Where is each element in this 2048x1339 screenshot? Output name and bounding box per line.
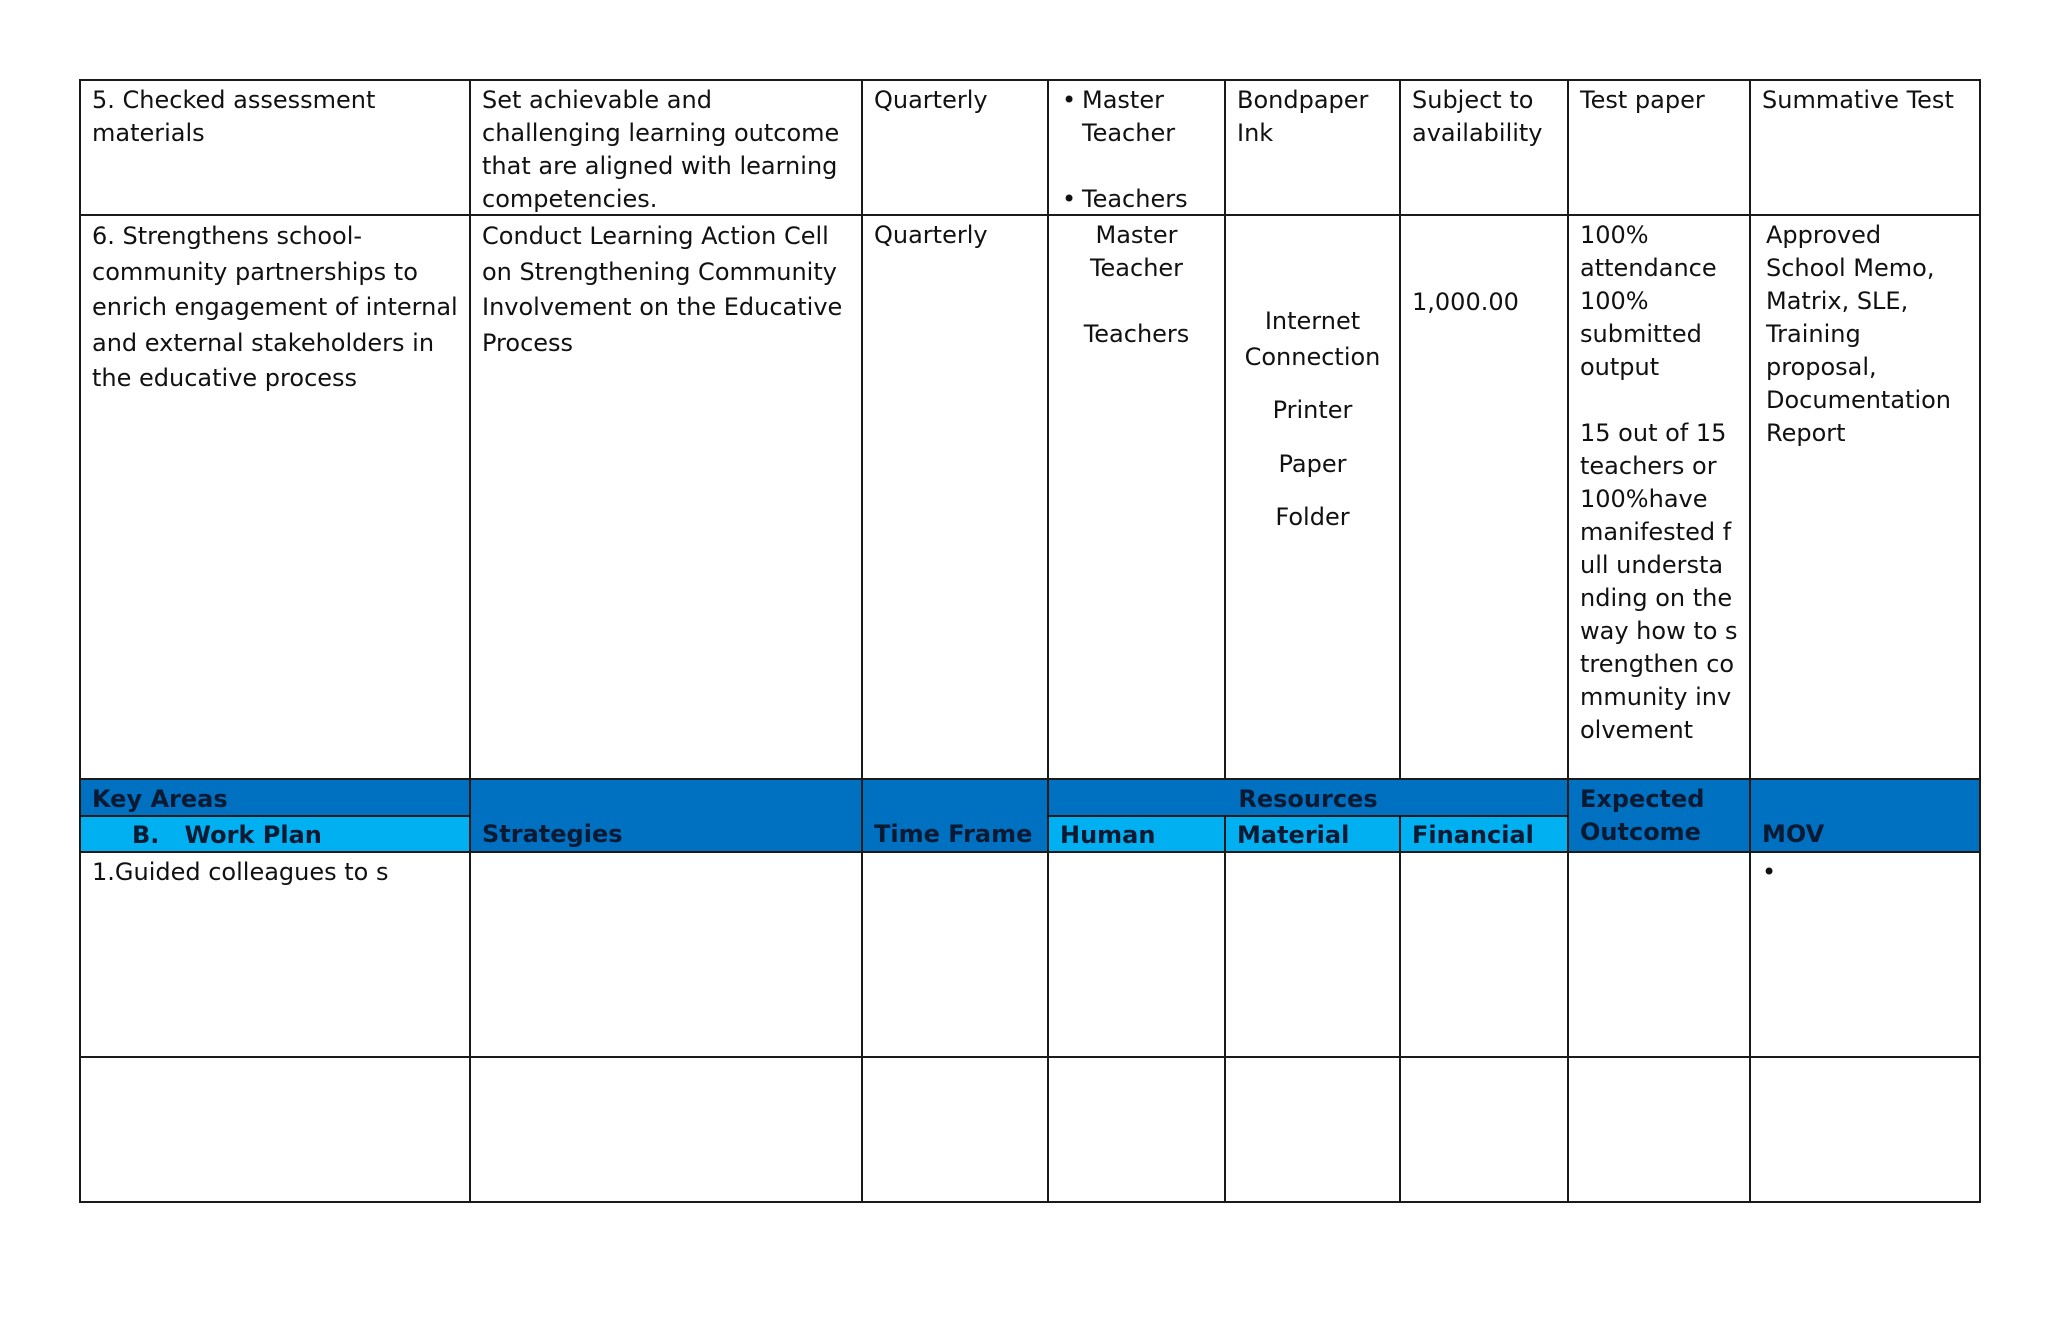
workplan-row1-mov-bullet: •: [1762, 858, 1777, 886]
row6-expected-outcome-a: 100% attendance 100% submitted output: [1580, 221, 1717, 381]
row5-time-frame: Quarterly: [874, 86, 988, 114]
row6-material-item: Folder: [1275, 503, 1350, 531]
row5-expected-outcome: Test paper: [1580, 86, 1705, 114]
row6-material-item: Internet Connection: [1244, 307, 1381, 371]
row6-expected-outcome-b: 15 out of 15 teachers or 100%have manifested full understanding on the way how to strengthen community involvement: [1580, 419, 1738, 744]
row5-material-item: Ink: [1237, 119, 1274, 147]
row6-material-item: Paper: [1278, 449, 1347, 478]
workplan-row1-key-area: 1.Guided colleagues to s: [92, 858, 389, 886]
row6-human-item: Teachers: [1083, 320, 1190, 348]
row5-human: [1048, 82, 1225, 218]
header-human: Human: [1060, 821, 1156, 849]
header-material: Material: [1237, 821, 1350, 849]
header-time-frame: Time Frame: [874, 820, 1033, 848]
header-work-plan-label: Work Plan: [184, 821, 322, 849]
workplan-row2-key-area: [80, 1059, 470, 1063]
row6-human-item: Master Teacher: [1089, 221, 1184, 282]
row5-material-item: Bondpaper: [1237, 86, 1369, 114]
header-work-plan-letter: B.: [132, 821, 160, 849]
header-key-areas: Key Areas: [92, 785, 228, 813]
row6-strategies: Conduct Learning Action Cell on Strengthening Community Involvement on the Educative Process: [482, 222, 843, 357]
row6-human: [1048, 217, 1225, 353]
header-resources: Resources: [1238, 785, 1378, 813]
header-financial: Financial: [1412, 821, 1534, 849]
row5-mov: Summative Test: [1762, 86, 1954, 114]
row6-expected-outcome: [1568, 217, 1750, 749]
header-expected-outcome: Expected Outcome: [1580, 785, 1705, 846]
header-work-plan: [80, 817, 470, 854]
row6-material-item: Printer: [1272, 396, 1353, 424]
row5-financial: Subject to availability: [1412, 86, 1543, 147]
row5-human-item: • Teachers: [1060, 183, 1213, 216]
row5-human-item: • Master Teacher: [1060, 84, 1213, 150]
row6-key-area: 6. Strengthens school-community partnerships to enrich engagement of internal and external stakeholders in the educative process: [92, 222, 458, 392]
row6-financial: 1,000.00: [1412, 288, 1519, 316]
row6-mov: Approved School Memo, Matrix, SLE, Training proposal, Documentation Report: [1766, 221, 1952, 447]
row5-strategies: Set achievable and challenging learning outcome that are aligned with learning competencies.: [482, 86, 840, 213]
header-mov: MOV: [1762, 820, 1825, 848]
row6-material: [1225, 302, 1400, 538]
row5-material: [1225, 82, 1400, 152]
row6-time-frame: Quarterly: [874, 221, 988, 249]
header-strategies: Strategies: [482, 820, 623, 848]
row5-key-area: 5. Checked assessment materials: [92, 86, 376, 147]
